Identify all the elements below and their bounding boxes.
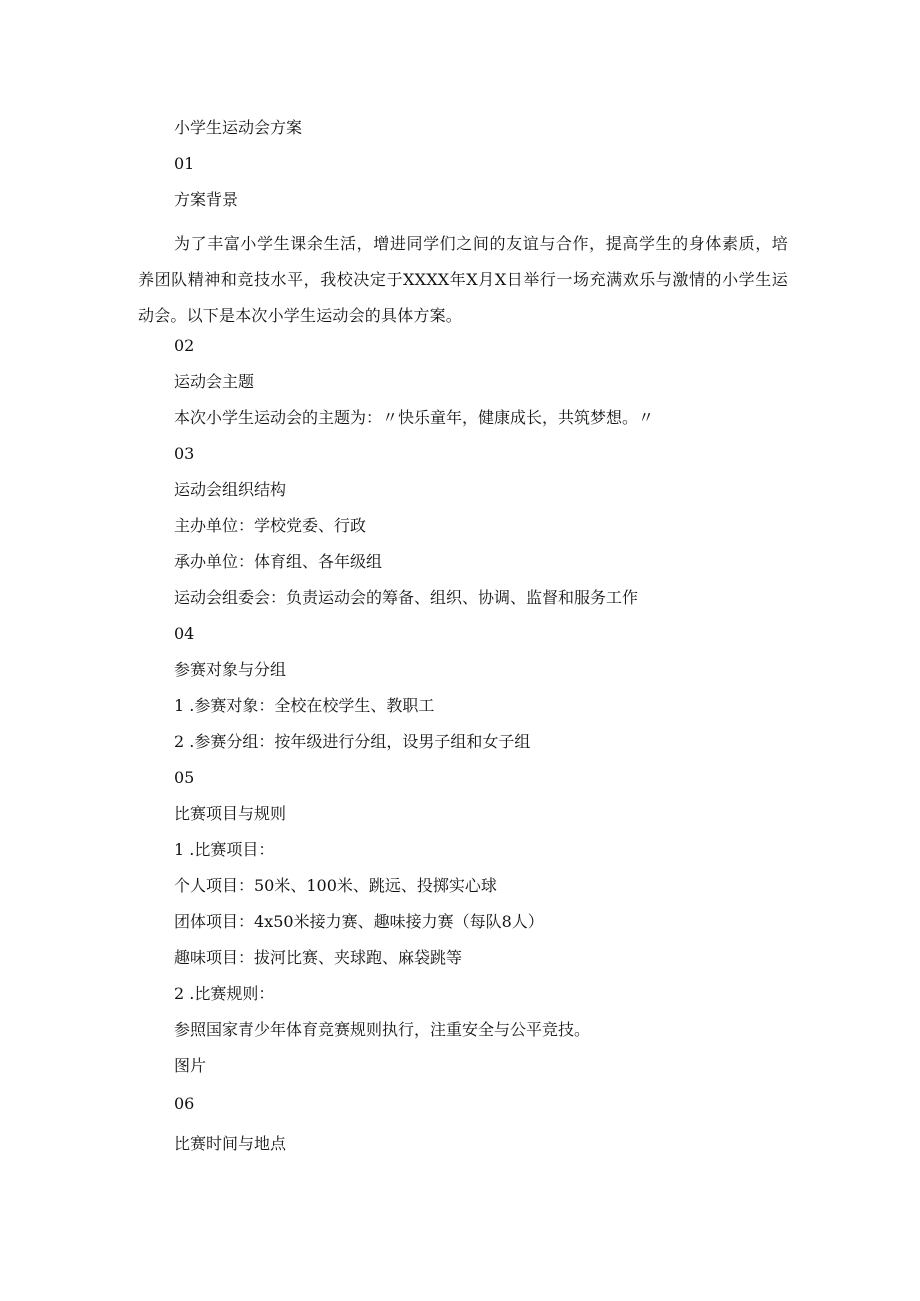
theme-line: 本次小学生运动会的主题为：〃快乐童年，健康成长，共筑梦想。〃	[174, 408, 655, 427]
section-number-02: 02	[174, 336, 195, 355]
section-number-01: 01	[174, 154, 195, 173]
participants-line: 1 .参赛对象：全校在校学生、教职工	[174, 696, 435, 715]
document-title: 小学生运动会方案	[174, 118, 303, 137]
section-heading-participants: 参赛对象与分组	[174, 660, 287, 679]
fun-events-line: 趣味项目：拔河比赛、夹球跑、麻袋跳等	[174, 948, 463, 967]
image-placeholder-label: 图片	[174, 1056, 207, 1075]
grouping-line: 2 .参赛分组：按年级进行分组，设男子组和女子组	[174, 732, 531, 751]
section-number-04: 04	[174, 624, 195, 643]
section-number-05: 05	[174, 768, 195, 787]
section-heading-organization: 运动会组织结构	[174, 480, 287, 499]
section-heading-time-venue: 比赛时间与地点	[174, 1134, 287, 1153]
section-number-06: 06	[174, 1094, 195, 1113]
section-number-03: 03	[174, 444, 195, 463]
individual-events-line: 个人项目：50米、100米、跳远、投掷实心球	[174, 876, 497, 895]
section-heading-theme: 运动会主题	[174, 372, 255, 391]
section-heading-events: 比赛项目与规则	[174, 804, 287, 823]
background-paragraph: 为了丰富小学生课余生活，增进同学们之间的友谊与合作，提高学生的身体素质，培养团队精神和竞技水平，我校决定于XXXX年X月X日举行一场充满欢乐与激情的小学生运动会。以下是本次小学生运动会的具体方案。	[138, 234, 788, 325]
section-heading-background: 方案背景	[174, 190, 239, 209]
team-events-line: 团体项目：4x50米接力赛、趣味接力赛（每队8人）	[174, 912, 544, 931]
rules-line: 参照国家青少年体育竞赛规则执行，注重安全与公平竞技。	[174, 1020, 591, 1039]
rules-subheading: 2 .比赛规则：	[174, 984, 275, 1003]
events-subheading: 1 .比赛项目：	[174, 840, 275, 859]
undertaker-line: 承办单位：体育组、各年级组	[174, 552, 383, 571]
organizer-line: 主办单位：学校党委、行政	[174, 516, 367, 535]
committee-line: 运动会组委会：负责运动会的筹备、组织、协调、监督和服务工作	[174, 588, 639, 607]
